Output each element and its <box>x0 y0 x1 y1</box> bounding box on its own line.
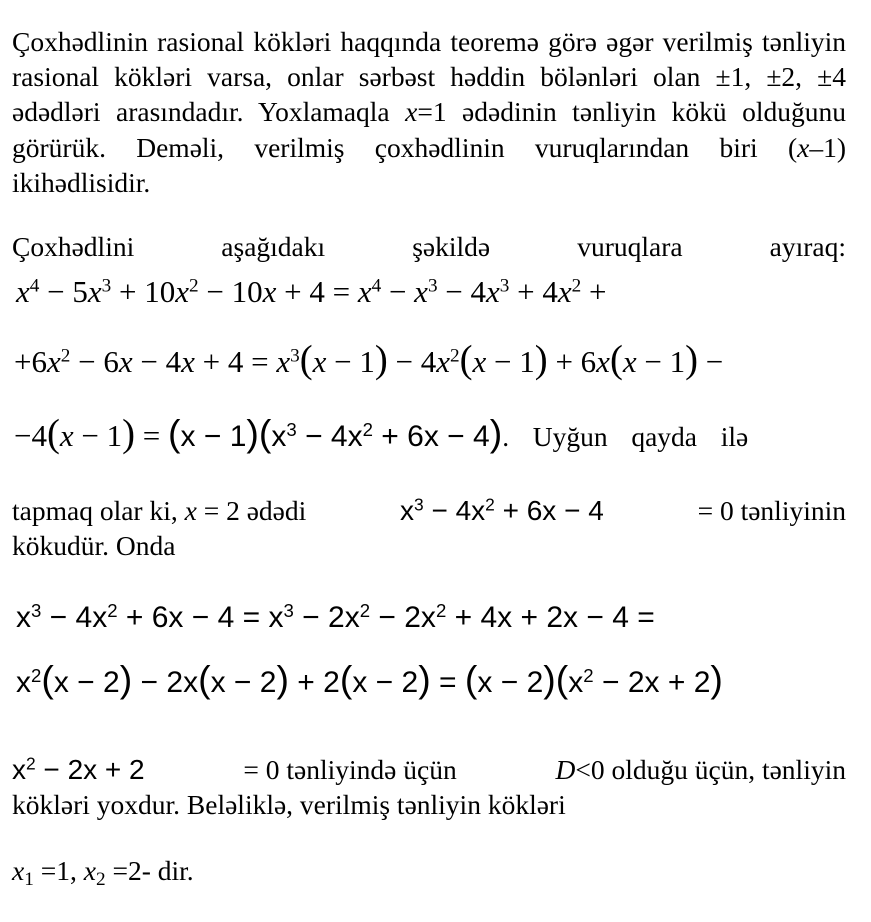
equation-5: $x^2(x - 2) - 2x(x - 2) + 2(x - 2) = (x - 2)(x^2 - 2x + 2)$ <box>16 658 723 700</box>
root-two-lead: tapmaq olar ki, <box>12 495 185 526</box>
root-x1-value: =1, <box>33 855 84 886</box>
check-text-body: =1 ədədinin tənliyin kökü olduğunu görürük. Deməli, verilmiş çoxhədlinin vuruqlarından biri ( <box>12 96 847 163</box>
paragraph-discriminant <box>12 752 846 822</box>
quadratic-expression: $x^2 - 2x + 2$ <box>12 753 145 785</box>
equation-4: $x^3 - 4x^2 + 6x - 4 = x^3 - 2x^2 - 2x^2 + 4x + 2x - 4$ = <box>16 599 655 634</box>
root-x2-var: x <box>83 855 96 886</box>
var-x-root: x <box>184 495 197 526</box>
equation-3: $-4(x - 1) = (x - 1)(x^3 - 4x^2 + 6x - 4)$. Uyğun qayda ilə <box>14 412 749 455</box>
cubic-equation-tail: = 0 tənliyinin <box>697 495 846 526</box>
equation-2: $+6x^2 - 6x - 4x + 4 = x^3(x - 1) - 4x^2(x - 1) + 6x(x - 1)$ − <box>14 338 724 381</box>
root-x2-value: =2- dir. <box>105 855 194 886</box>
var-x-binomial: x <box>797 131 810 163</box>
discriminant-text-a: = 0 tənliyində üçün <box>243 754 457 785</box>
root-x1-var: x <box>12 855 25 886</box>
equation-1: $x^4 - 5x^3 + 10x^2 - 10x + 4 = x^4 - x^3 - 4x^3 + 4x^2$ + <box>16 274 607 309</box>
cubic-expression: $x^3 - 4x^2 + 6x - 4$ <box>400 494 604 526</box>
root-x1-index: 1 <box>24 868 34 890</box>
paragraph-theorem <box>12 24 846 200</box>
no-roots-text: kökləri yoxdur. Beləliklə, verilmiş tənliyin kökləri <box>12 789 566 821</box>
equation-3-trailing-text: . Uyğun qayda ilə <box>502 421 749 452</box>
factor-intro-text: Çoxhədlini aşağıdakı şəkildə vuruqlara ayıraq: <box>12 231 846 262</box>
root-x2-index: 2 <box>95 868 106 890</box>
check-text-end: –1) ikihədlisidir. <box>12 131 846 198</box>
var-x: x <box>405 96 418 128</box>
paragraph-theorem-text: Çoxhədlinin rasional kökləri haqqında teoremə görə əgər verilmiş tənliyin rasional kökləri varsa, onlar sərbəst həddin bölənləri olan ±1, ±2, ±4 ədədləri arasındadır. Yoxlamaqla <box>12 26 846 128</box>
root-two-value: = 2 ədədi <box>196 495 307 526</box>
paragraph-root-two <box>12 493 846 563</box>
paragraph-factor-intro <box>12 229 846 264</box>
root-two-end: kökudür. Onda <box>12 530 176 562</box>
var-d: D <box>555 754 576 785</box>
discriminant-text-b: <0 olduğu üçün, tənliyin <box>575 754 846 785</box>
final-roots <box>12 853 846 888</box>
